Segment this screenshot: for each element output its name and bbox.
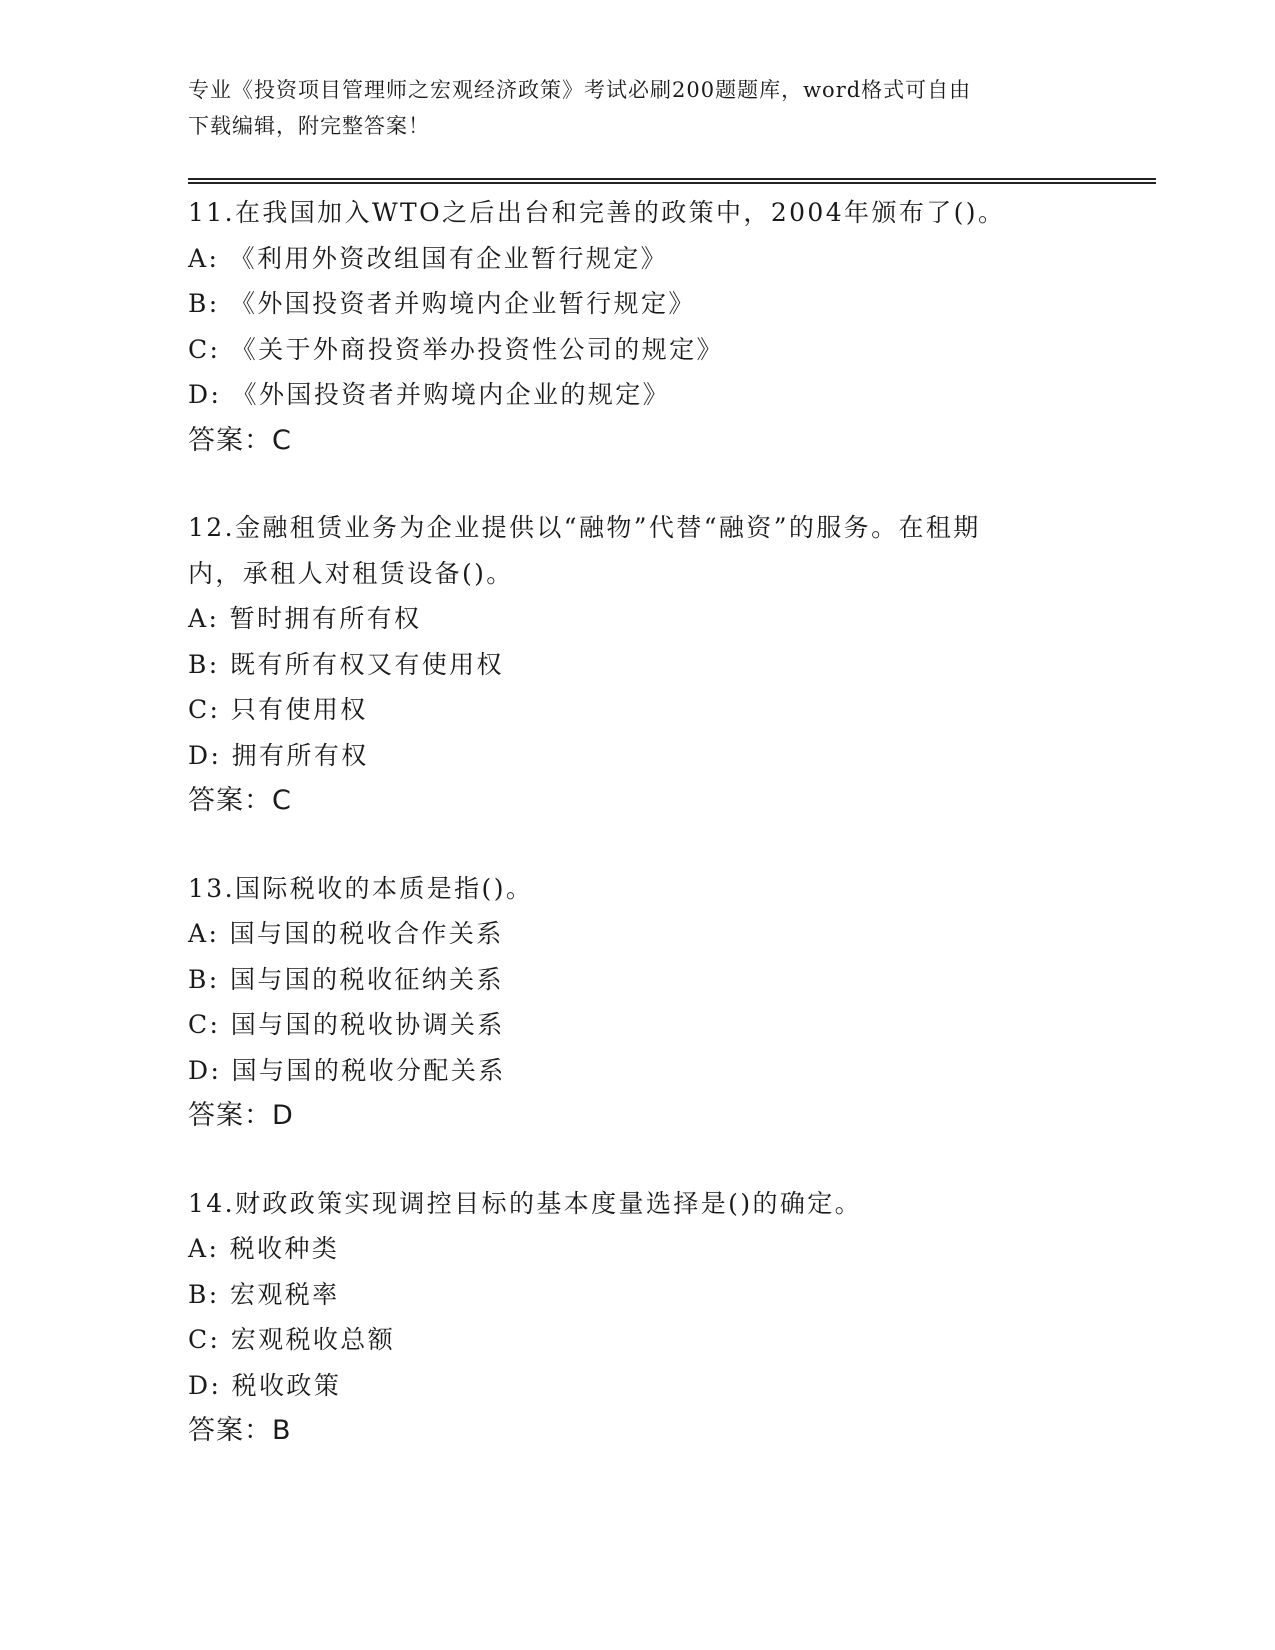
option-a: A: 税收种类 [188,1234,340,1263]
header-title-line-2: 下载编辑，附完整答案！ [188,114,430,138]
option-b: B: 既有所有权又有使用权 [188,649,504,679]
question-list [188,190,1108,1496]
option-d: D: 《外国投资者并购境内企业的规定》 [188,380,671,409]
question-12 [188,505,1108,824]
option-c: C: 《关于外商投资举办投资性公司的规定》 [188,334,724,364]
option-c: C: 国与国的税收协调关系 [188,1010,505,1039]
question-stem: 13.国际税收的本质是指()。 [188,873,534,903]
option-d: D: 国与国的税收分配关系 [188,1055,506,1085]
question-stem-continued: 内，承租人对租赁设备()。 [188,558,514,588]
option-d: D: 拥有所有权 [188,740,369,770]
option-b: B: 国与国的税收征纳关系 [188,964,504,994]
header-divider [188,178,1156,184]
option-c: C: 只有使用权 [188,695,368,724]
question-stem: 14.财政政策实现调控目标的基本度量选择是()的确定。 [188,1188,863,1218]
answer-line: 答案：C [188,785,292,816]
question-14 [188,1181,1108,1454]
document-header [188,72,1068,144]
question-13 [188,866,1108,1139]
header-title-line-1: 专业《投资项目管理师之宏观经济政策》考试必刷200题题库，word格式可自由 [188,78,972,102]
answer-line: 答案：C [188,424,292,456]
question-stem: 12.金融租赁业务为企业提供以“融物”代替“融资”的服务。在租期 [188,513,981,542]
question-11 [188,190,1108,463]
option-a: A: 暂时拥有所有权 [188,604,422,633]
option-a: A: 《利用外资改组国有企业暂行规定》 [188,243,669,273]
option-d: D: 税收政策 [188,1370,342,1400]
option-c: C: 宏观税收总额 [188,1325,396,1354]
option-b: B: 《外国投资者并购境内企业暂行规定》 [188,289,696,318]
answer-line: 答案：B [188,1415,292,1446]
option-a: A: 国与国的税收合作关系 [188,919,504,948]
answer-line: 答案：D [188,1100,294,1131]
question-stem: 11.在我国加入WTO之后出台和完善的政策中，2004年颁布了()。 [188,198,1006,227]
option-b: B: 宏观税率 [188,1279,340,1309]
